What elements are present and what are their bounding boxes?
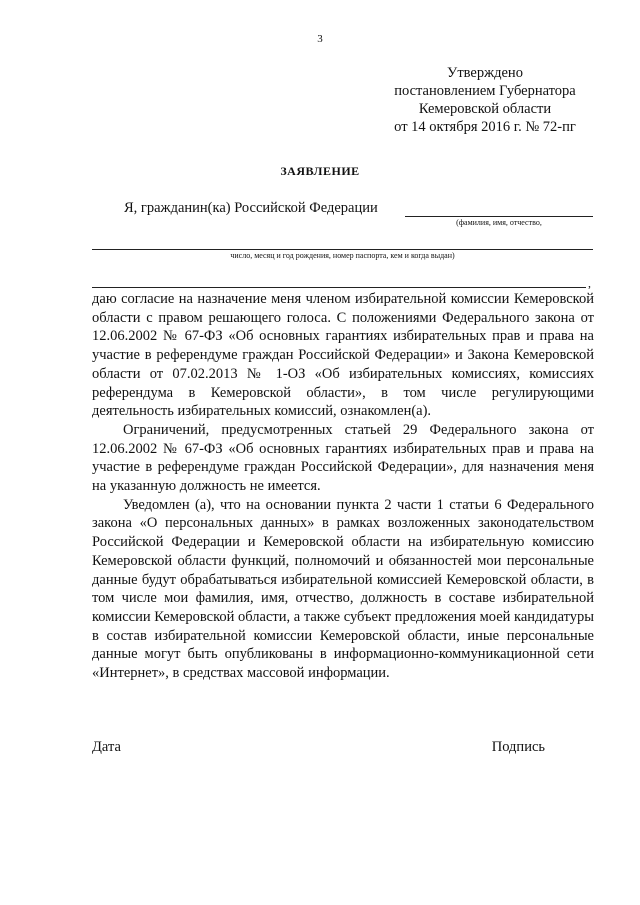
approval-line-1: Утверждено (447, 65, 523, 81)
birth-passport-field-hint: число, месяц и год рождения, номер паспорта, кем и когда выдан) (230, 251, 455, 260)
intro-text: Я, гражданин(ка) Российской Федерации (124, 200, 378, 216)
approval-line-2: постановлением Губернатора (394, 83, 576, 99)
date-label: Дата (92, 739, 121, 755)
page-number: 3 (317, 33, 323, 45)
approval-line-4: от 14 октября 2016 г. № 72-пг (394, 119, 576, 135)
field-end-comma: , (588, 276, 591, 290)
approval-block (380, 64, 590, 136)
approval-line-3: Кемеровской области (418, 101, 552, 117)
name-field-line[interactable] (405, 216, 593, 217)
continuation-field-line[interactable] (92, 287, 586, 288)
paragraph-restrictions: Ограничений, предусмотренных статьей 29 Федерального закона от 12.06.2002 № 67-ФЗ «Об основных гарантиях избирательных прав и права на участие в референдуме граждан Российской Федерации», для назначения меня на указанную должность не имеется. (92, 421, 594, 495)
paragraph-consent: даю согласие на назначение меня членом избирательной комиссии Кемеровской области с правом решающего голоса. С положениями Федерального закона от 12.06.2002 № 67-ФЗ «Об основных гарантиях избирательных прав и права на участие в референдуме граждан Российской Федерации» и Закона Кемеровской области от 07.02.2013 № 1-ОЗ «Об избирательных комиссиях, комиссиях референдума в Кемеровской области», в том числе регулирующими деятельность избирательных комиссий, ознакомлен(а). (92, 291, 594, 420)
document-title: ЗАЯВЛЕНИЕ (280, 164, 360, 178)
birth-passport-field-line[interactable] (92, 249, 593, 250)
paragraph-personal-data: Уведомлен (а), что на основании пункта 2 части 1 статьи 6 Федерального закона «О персональных данных» в рамках возложенных законодательством Российской Федерации и Кемеровской области на избирательную комиссию Кемеровской области функций, полномочий и обязанностей мои персональные данные будут обрабатываться избирательной комиссией Кемеровской области, в том числе мои фамилия, имя, отчество, должность в составе избирательной комиссии Кемеровской области, а также субъект предложения моей кандидатуры в состав избирательной комиссии Кемеровской области, иные персональные данные могут быть опубликованы в информационно-коммуникационной сети «Интернет», в средствах массовой информации. (92, 496, 595, 682)
name-field-hint: (фамилия, имя, отчество, (456, 218, 542, 227)
statement-body (92, 290, 594, 683)
signature-label: Подпись (491, 739, 545, 755)
